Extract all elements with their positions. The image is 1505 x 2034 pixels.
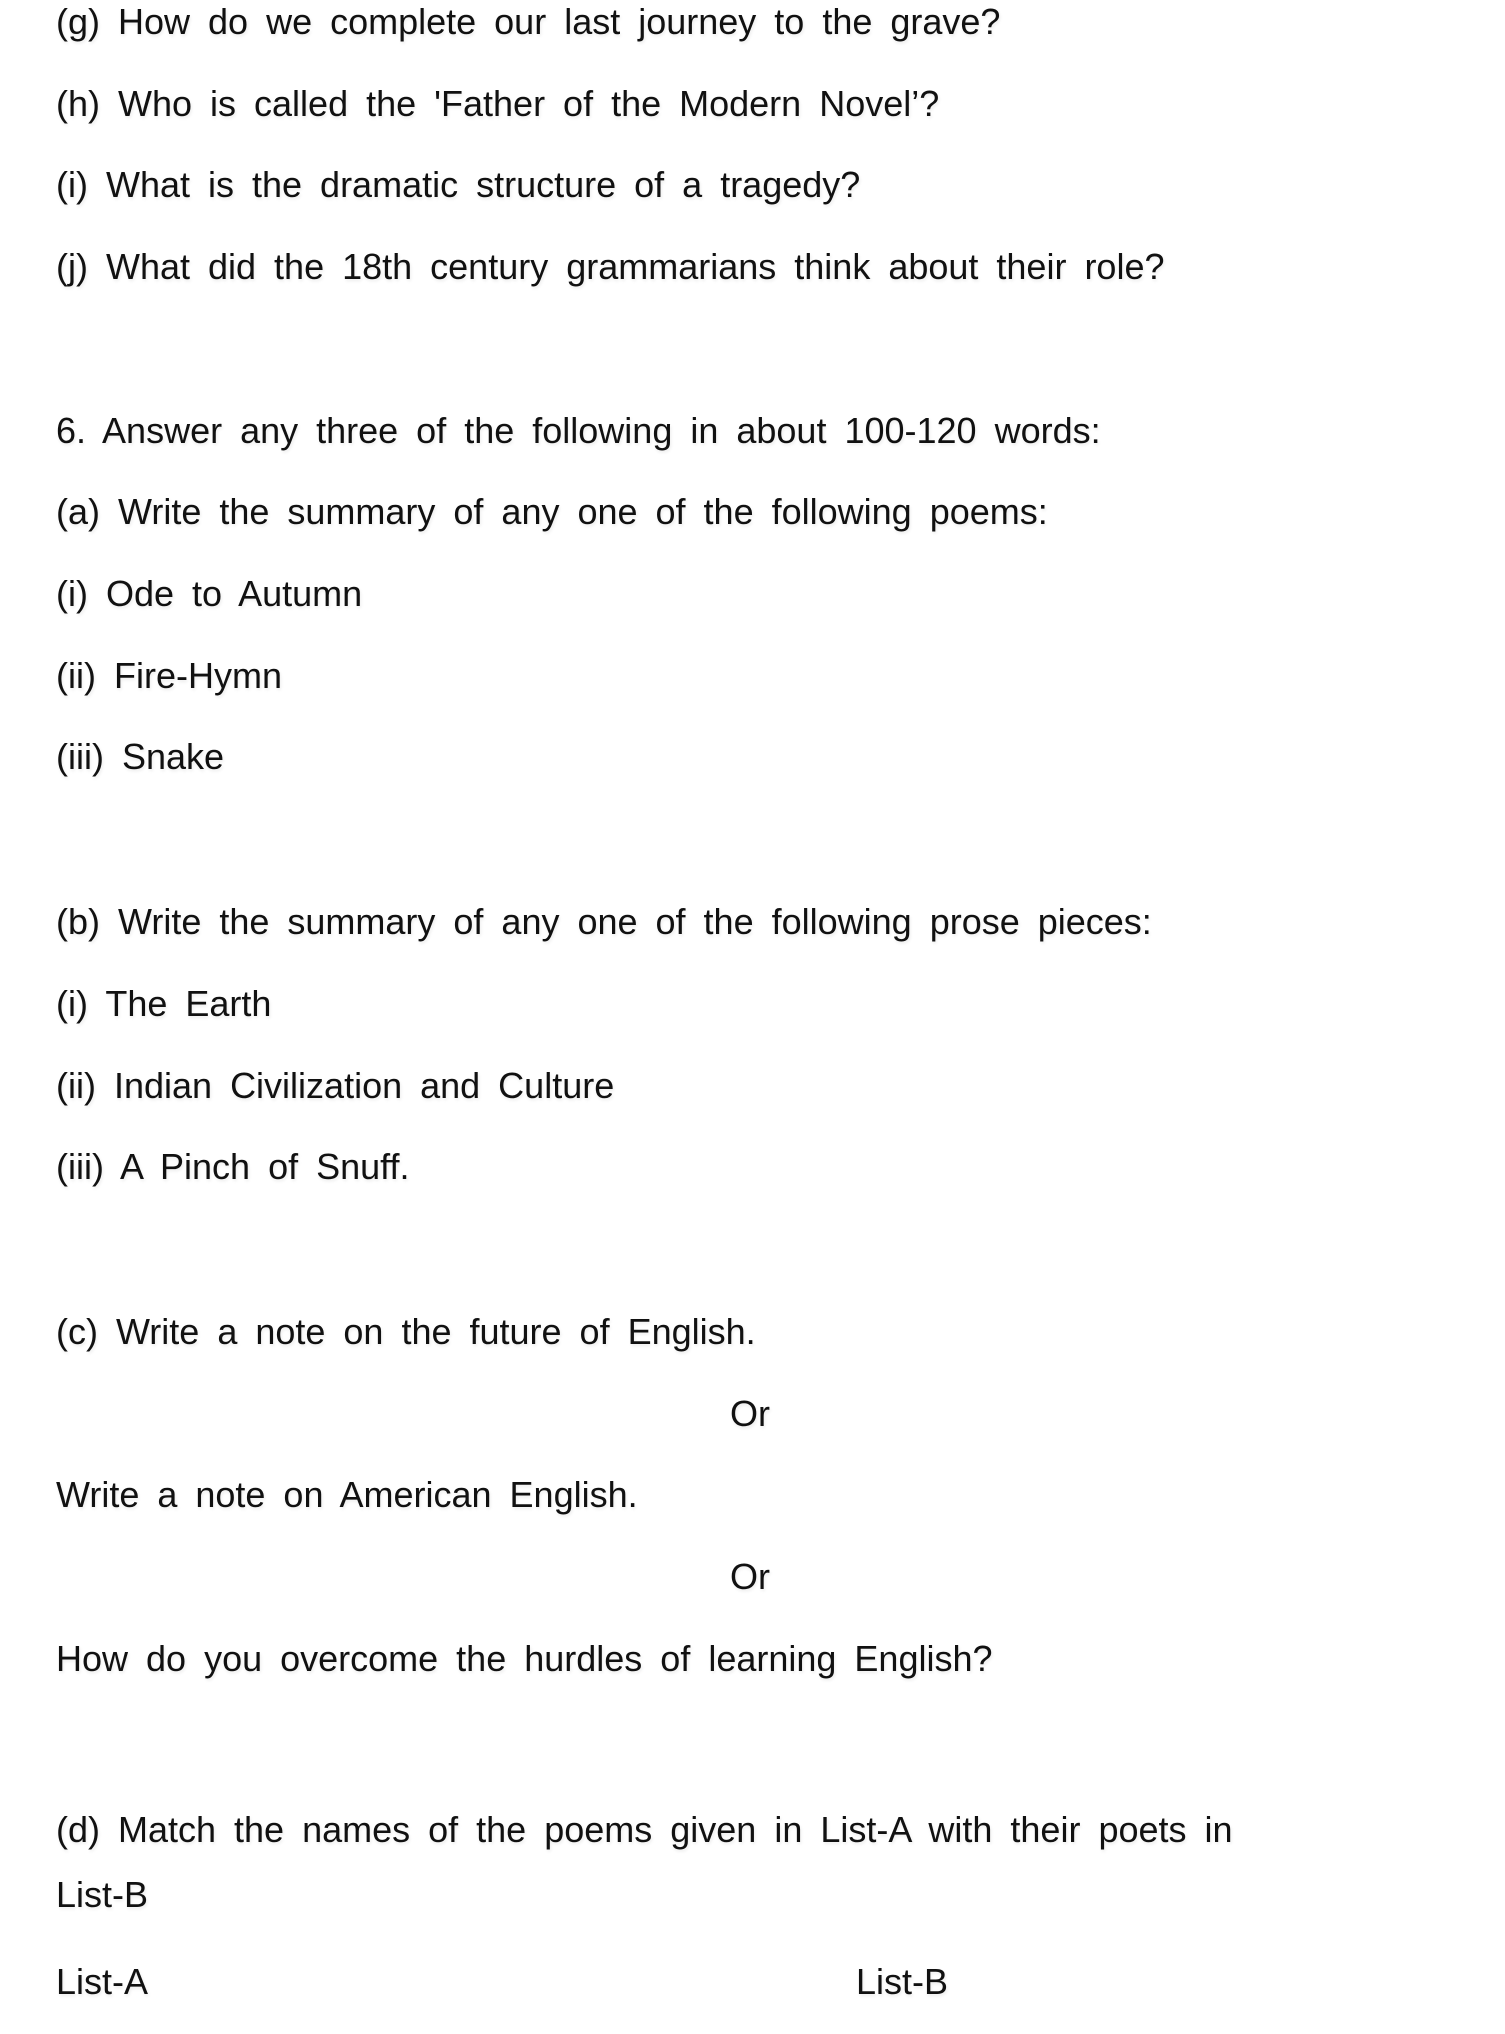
question-6-heading: 6. Answer any three of the following in about 100-120 words: xyxy=(56,410,1101,451)
or-separator: Or xyxy=(730,1393,770,1434)
list-b-heading: List-B xyxy=(856,1961,949,2002)
question-6a-option: (i) Ode to Autumn xyxy=(56,573,363,614)
question-6b-option: (i) The Earth xyxy=(56,983,272,1024)
question-6c-option2: Write a note on American English. xyxy=(56,1474,638,1515)
or-separator: Or xyxy=(730,1556,770,1597)
question-6c-option1: (c) Write a note on the future of English. xyxy=(56,1311,756,1352)
question-6a-option: (ii) Fire-Hymn xyxy=(56,655,282,696)
list-a-heading: List-A xyxy=(56,1961,149,2002)
question-6a-option: (iii) Snake xyxy=(56,736,225,777)
question-6c-option3: How do you overcome the hurdles of learning English? xyxy=(56,1638,993,1679)
question-6b-option: (ii) Indian Civilization and Culture xyxy=(56,1065,615,1106)
question-5h: (h) Who is called the 'Father of the Modern Novel’? xyxy=(56,83,940,124)
question-6b-option: (iii) A Pinch of Snuff. xyxy=(56,1146,410,1187)
question-6a-prompt: (a) Write the summary of any one of the following poems: xyxy=(56,491,1048,532)
question-5j: (j) What did the 18th century grammarians think about their role? xyxy=(56,246,1165,287)
question-6d-prompt: (d) Match the names of the poems given in List-A with their poets in xyxy=(56,1809,1233,1850)
question-5g: (g) How do we complete our last journey to the grave? xyxy=(56,1,1001,42)
question-6b-prompt: (b) Write the summary of any one of the following prose pieces: xyxy=(56,901,1152,942)
question-6d-prompt-cont: List-B xyxy=(56,1874,149,1915)
question-5i: (i) What is the dramatic structure of a tragedy? xyxy=(56,164,861,205)
